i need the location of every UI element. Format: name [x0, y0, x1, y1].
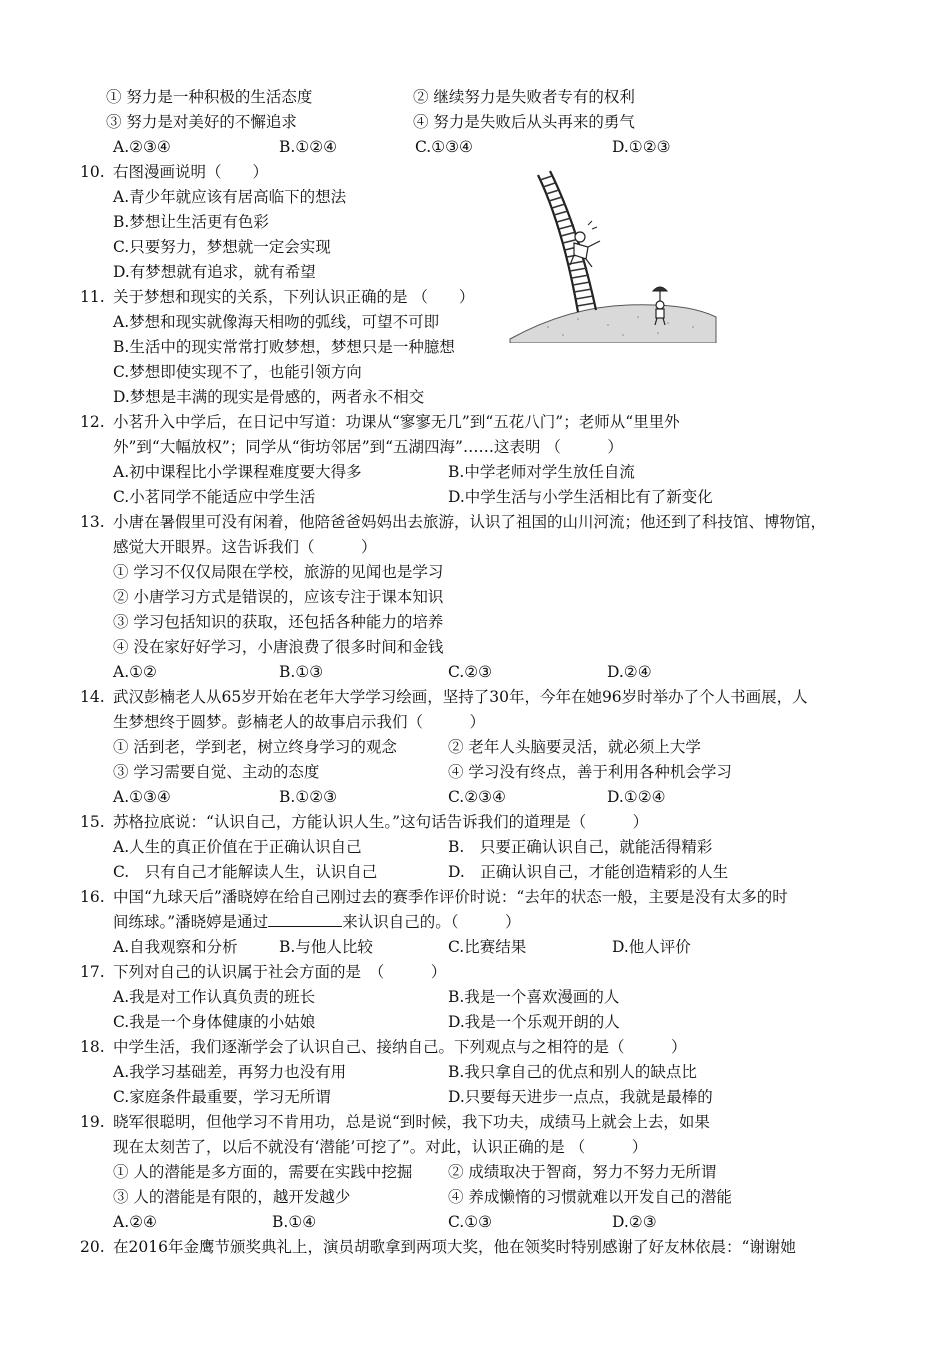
q12-number: 12. — [80, 413, 105, 431]
q14-number: 14. — [80, 688, 105, 706]
q14-statement-2: ② 老年人头脑要灵活，就必须上大学 — [448, 738, 701, 756]
q16-stem-line-2 — [113, 912, 520, 932]
q19-stem-line-2: 现在太刻苦了，以后不就没有‘潜能’可挖了”。对此，认识正确的是 （ ） — [113, 1138, 648, 1156]
q17-option-b: B.我是一个喜欢漫画的人 — [448, 988, 620, 1006]
q12-option-c: C.小茗同学不能适应中学生活 — [113, 488, 316, 506]
q11-option-a: A.梦想和现实就像海天相吻的弧线，可望不可即 — [113, 313, 440, 331]
q13-statement-3: ③ 学习包括知识的获取，还包括各种能力的培养 — [113, 613, 444, 631]
q11-option-b: B.生活中的现实常常打败梦想，梦想只是一种臆想 — [113, 338, 455, 356]
q10-option-c: C.只要努力，梦想就一定会实现 — [113, 238, 331, 256]
q19-option-a: A.②④ — [113, 1213, 157, 1231]
q9-statement-3: ③ 努力是对美好的不懈追求 — [106, 113, 297, 131]
q9-statement-4: ④ 努力是失败后从头再来的勇气 — [413, 113, 635, 131]
q9-statement-2: ② 继续努力是失败者专有的权利 — [413, 88, 635, 106]
q13-statement-4: ④ 没在家好好学习，小唐浪费了很多时间和金钱 — [113, 638, 444, 656]
q11-option-c: C.梦想即使实现不了，也能引领方向 — [113, 363, 362, 381]
q10-option-d: D.有梦想就有追求，就有希望 — [113, 263, 316, 281]
q17-option-d: D.我是一个乐观开朗的人 — [448, 1013, 620, 1031]
q17-number: 17. — [80, 963, 105, 981]
q17-option-c: C.我是一个身体健康的小姑娘 — [113, 1013, 316, 1031]
q14-option-b: B.①②③ — [279, 788, 338, 806]
q10-option-a: A.青少年就应该有居高临下的想法 — [113, 188, 347, 206]
q19-option-c: C.①③ — [448, 1213, 493, 1231]
q19-option-b: B.①④ — [272, 1213, 317, 1231]
q14-option-d: D.①②④ — [607, 788, 666, 806]
q13-option-c: C.②③ — [448, 663, 493, 681]
q19-stem-line-1: 晓军很聪明，但他学习不肯用功，总是说“到时候，我下功夫，成绩马上就会上去，如果 — [113, 1113, 710, 1131]
q19-statement-4: ④ 养成懒惰的习惯就难以开发自己的潜能 — [448, 1188, 732, 1206]
q19-statement-2: ② 成绩取决于智商，努力不努力无所谓 — [448, 1163, 717, 1181]
q19-statement-1: ① 人的潜能是多方面的，需要在实践中挖掘 — [113, 1163, 413, 1181]
q16-option-c: C.比赛结果 — [448, 938, 527, 956]
q12-stem-line-1: 小茗升入中学后，在日记中写道：功课从“寥寥无几”到“五花八门”；老师从“里里外 — [113, 413, 680, 431]
q16-answer-blank[interactable] — [268, 912, 342, 927]
q13-option-d: D.②④ — [607, 663, 652, 681]
q13-statement-1: ① 学习不仅仅局限在学校，旅游的见闻也是学习 — [113, 563, 444, 581]
q12-stem-line-2: 外”到“大幅放权”；同学从“街坊邻居”到“五湖四海”……这表明 （ ） — [113, 438, 623, 456]
q10-number: 10. — [80, 163, 105, 181]
q18-option-a: A.我学习基础差，再努力也没有用 — [113, 1063, 347, 1081]
q16-option-a: A.自我观察和分析 — [113, 938, 238, 956]
q16-stem-line-1: 中国“九球天后”潘晓婷在给自己刚过去的赛季作评价时说：“去年的状态一般，主要是没有太多的时 — [113, 888, 788, 906]
q10-stem: 右图漫画说明（ ） — [113, 163, 269, 181]
q12-option-a: A.初中课程比小学课程难度要大得多 — [113, 463, 362, 481]
q18-option-c: C.家庭条件最重要，学习无所谓 — [113, 1088, 331, 1106]
q16-option-d: D.他人评价 — [612, 938, 691, 956]
q19-statement-3: ③ 人的潜能是有限的，越开发越少 — [113, 1188, 351, 1206]
q15-option-b: B. 只要正确认识自己，就能活得精彩 — [448, 838, 713, 856]
q14-stem-line-1: 武汉彭楠老人从65岁开始在老年大学学习绘画，坚持了30年，今年在她96岁时举办了个人书画展，人 — [113, 688, 808, 706]
q20-stem: 在2016年金鹰节颁奖典礼上，演员胡歌拿到两项大奖，他在领奖时特别感谢了好友林依晨：“谢谢她 — [113, 1238, 796, 1256]
q16-stem-pre: 间练球。”潘晓婷是通过 — [113, 913, 269, 931]
q19-number: 19. — [80, 1113, 105, 1131]
q13-option-b: B.①③ — [279, 663, 324, 681]
q11-stem: 关于梦想和现实的关系，下列认识正确的是 （ ） — [113, 288, 475, 306]
q11-number: 11. — [80, 288, 105, 306]
q17-option-a: A.我是对工作认真负责的班长 — [113, 988, 316, 1006]
q9-option-b: B.①②④ — [279, 138, 338, 156]
q14-stem-line-2: 生梦想终于圆梦。彭楠老人的故事启示我们（ ） — [113, 713, 486, 731]
q12-option-b: B.中学老师对学生放任自流 — [448, 463, 635, 481]
q18-number: 18. — [80, 1038, 105, 1056]
q14-statement-1: ① 活到老，学到老，树立终身学习的观念 — [113, 738, 397, 756]
q15-number: 15. — [80, 813, 105, 831]
q15-option-a: A.人生的真正价值在于正确认识自己 — [113, 838, 362, 856]
q13-number: 13. — [80, 513, 105, 531]
ladder-cartoon-image — [508, 167, 718, 343]
q18-option-b: B.我只拿自己的优点和别人的缺点比 — [448, 1063, 697, 1081]
q13-statement-2: ② 小唐学习方式是错误的，应该专注于课本知识 — [113, 588, 444, 606]
q14-statement-3: ③ 学习需要自觉、主动的态度 — [113, 763, 320, 781]
q12-option-d: D.中学生活与小学生活相比有了新变化 — [448, 488, 713, 506]
q9-option-a: A.②③④ — [113, 138, 171, 156]
q14-option-c: C.②③④ — [448, 788, 506, 806]
q10-option-b: B.梦想让生活更有色彩 — [113, 213, 269, 231]
q15-option-d: D. 正确认识自己，才能创造精彩的人生 — [448, 863, 729, 881]
q16-number: 16. — [80, 888, 105, 906]
q16-option-b: B.与他人比较 — [279, 938, 373, 956]
q9-option-c: C.①③④ — [415, 138, 473, 156]
q13-stem-line-1: 小唐在暑假里可没有闲着，他陪爸爸妈妈出去旅游，认识了祖国的山川河流；他还到了科技馆、博物馆， — [113, 513, 827, 531]
q11-option-d: D.梦想是丰满的现实是骨感的，两者永不相交 — [113, 388, 425, 406]
q15-stem: 苏格拉底说：“认识自己，方能认识人生。”这句话告诉我们的道理是（ ） — [113, 813, 649, 831]
q14-option-a: A.①③④ — [113, 788, 171, 806]
q17-stem: 下列对自己的认识属于社会方面的是 （ ） — [113, 963, 447, 981]
q13-stem-line-2: 感觉大开眼界。这告诉我们（ ） — [113, 538, 377, 556]
q20-number: 20. — [80, 1238, 105, 1256]
q9-option-d: D.①②③ — [612, 138, 671, 156]
q19-option-d: D.②③ — [612, 1213, 657, 1231]
q14-statement-4: ④ 学习没有终点，善于利用各种机会学习 — [448, 763, 732, 781]
q18-stem: 中学生活，我们逐渐学会了认识自己、接纳自己。下列观点与之相符的是（ ） — [113, 1038, 687, 1056]
q15-option-c: C. 只有自己才能解读人生，认识自己 — [113, 863, 378, 881]
q9-statement-1: ① 努力是一种积极的生活态度 — [106, 88, 313, 106]
q16-stem-post: 来认识自己的。（ ） — [342, 913, 521, 931]
q18-option-d: D.只要每天进步一点点，我就是最棒的 — [448, 1088, 713, 1106]
q13-option-a: A.①② — [113, 663, 157, 681]
